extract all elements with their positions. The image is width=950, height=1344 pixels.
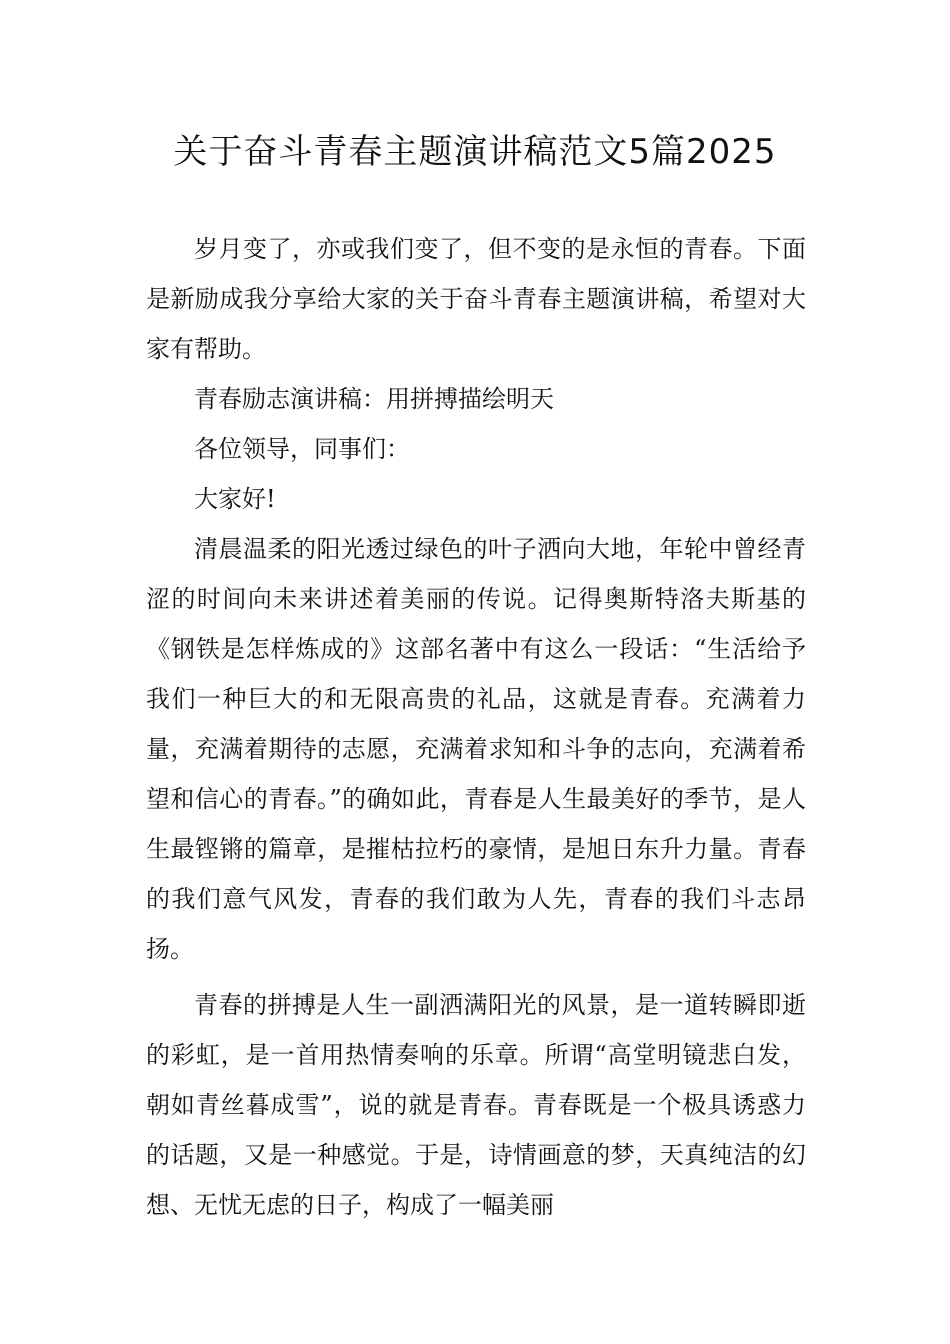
paragraph-intro: 岁月变了，亦或我们变了，但不变的是永恒的青春。下面是新励成我分享给大家的关于奋斗青春主题演讲稿，希望对大家有帮助。	[146, 235, 806, 363]
document-body	[146, 224, 806, 1230]
paragraph-speech-title: 青春励志演讲稿：用拼搏描绘明天	[194, 385, 554, 413]
paragraph-body-1: 清晨温柔的阳光透过绿色的叶子洒向大地，年轮中曾经青涩的时间向未来讲述着美丽的传说。记得奥斯特洛夫斯基的《钢铁是怎样炼成的》这部名著中有这么一段话：“生活给予我们一种巨大的和无限高贵的礼品，这就是青春。充满着力量，充满着期待的志愿，充满着求知和斗争的志向，充满着希望和信心的青春。”的确如此，青春是人生最美好的季节，是人生最铿锵的篇章，是摧枯拉朽的豪情，是旭日东升力量。青春的我们意气风发，青春的我们敢为人先，青春的我们斗志昂扬。	[146, 535, 806, 963]
paragraph-greeting: 大家好!	[194, 485, 276, 513]
document-title: 关于奋斗青春主题演讲稿范文5篇2025	[173, 132, 777, 172]
paragraph-body-2: 青春的拼搏是人生一副洒满阳光的风景，是一道转瞬即逝的彩虹，是一首用热情奏响的乐章。所谓“高堂明镜悲白发，朝如青丝暮成雪”，说的就是青春。青春既是一个极具诱惑力的话题，又是一种感觉。于是，诗情画意的梦，天真纯洁的幻想、无忧无虑的日子，构成了一幅美丽	[146, 991, 806, 1219]
paragraph-salutation: 各位领导，同事们：	[194, 435, 410, 463]
